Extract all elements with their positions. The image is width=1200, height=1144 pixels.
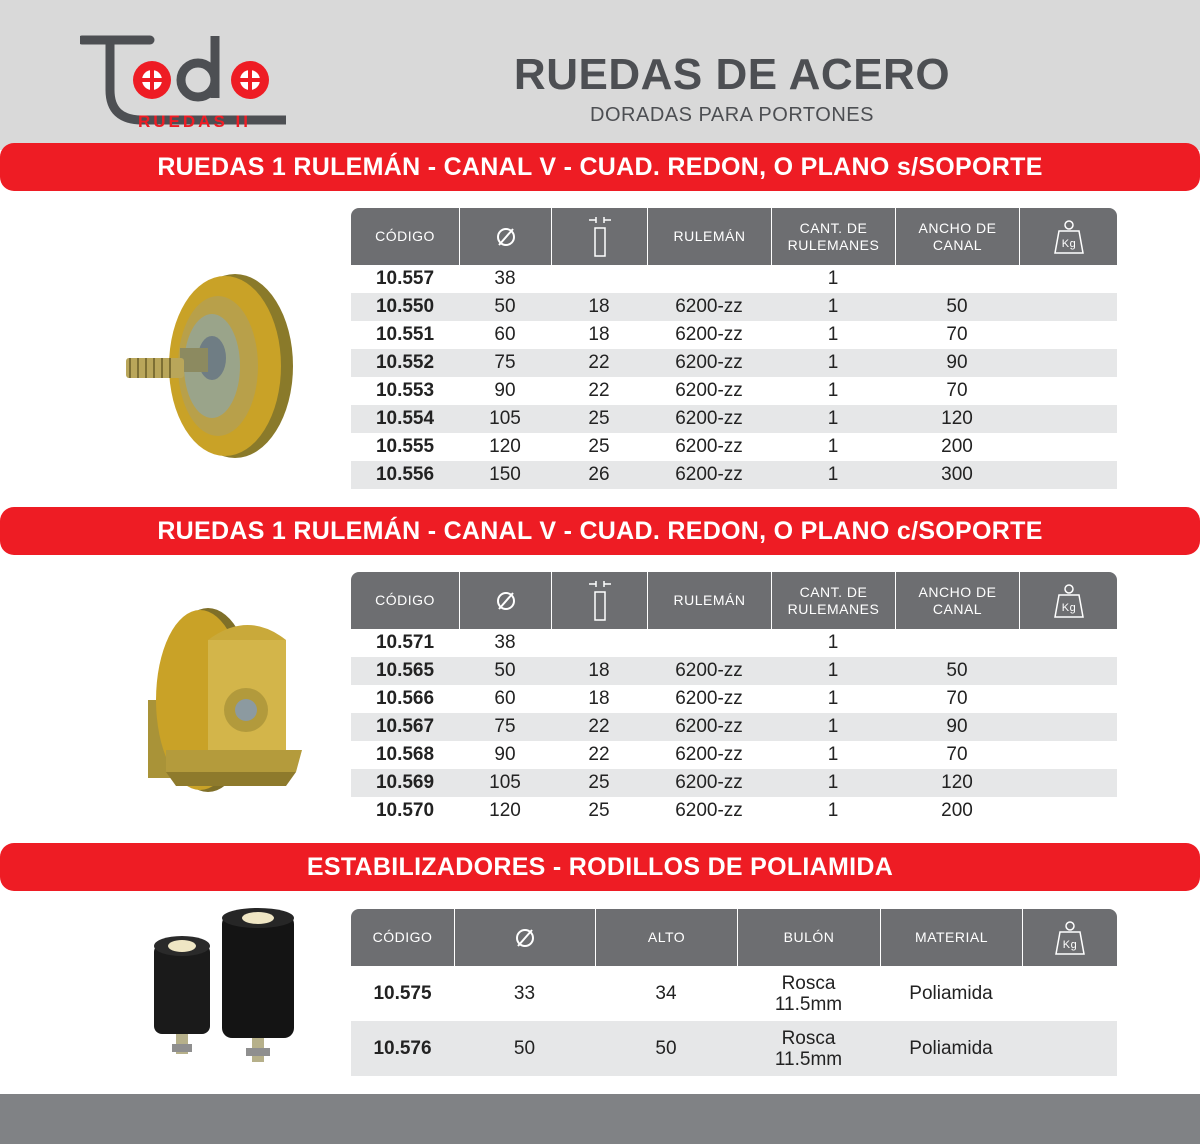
- cell-diametro: 120: [489, 800, 521, 821]
- roller-photo: [148, 908, 298, 1072]
- header-codigo: CÓDIGO: [375, 592, 435, 608]
- table-row: [351, 797, 1117, 825]
- cell-ancho-canal: 50: [946, 296, 968, 317]
- cell-kg: [1019, 405, 1117, 433]
- table-body: [351, 265, 1117, 489]
- cell-bulon: Rosca 11.5mm: [774, 972, 843, 1015]
- cell-ruleman: 6200-zz: [675, 660, 743, 681]
- cell-cant: 1: [827, 324, 839, 345]
- table-row: [351, 461, 1117, 489]
- cell-codigo: 10.554: [375, 408, 435, 429]
- cell-cant: 1: [827, 352, 839, 373]
- table-row: [351, 321, 1117, 349]
- header-cant-rulemanes: CANT. DE RULEMANES: [771, 572, 895, 629]
- cell-ruleman: 6200-zz: [675, 716, 743, 737]
- cell-kg: [1019, 685, 1117, 713]
- cell-kg: [1019, 797, 1117, 825]
- cell-kg: [1019, 349, 1117, 377]
- cell-kg: [1019, 769, 1117, 797]
- weight-icon: [1022, 909, 1117, 966]
- table-row: [351, 966, 1117, 1021]
- cell-diametro: 90: [494, 744, 516, 765]
- cell-ancho: 26: [588, 464, 610, 485]
- cell-diametro: 75: [494, 352, 516, 373]
- cell-diametro: 105: [489, 772, 521, 793]
- cell-diametro: 150: [489, 464, 521, 485]
- cell-ruleman: [647, 265, 771, 293]
- page-header: [0, 0, 1200, 150]
- cell-codigo: 10.569: [375, 772, 435, 793]
- wheel-photo-con-soporte: [136, 600, 306, 800]
- cell-diametro: 38: [494, 632, 516, 653]
- cell-ancho-canal: 90: [946, 716, 968, 737]
- cell-ancho-canal: 50: [946, 660, 968, 681]
- cell-kg: [1019, 321, 1117, 349]
- cell-ancho: 18: [588, 688, 610, 709]
- cell-ancho-canal: 70: [946, 744, 968, 765]
- header-ancho-canal: ANCHO DE CANAL: [895, 572, 1019, 629]
- table-row: [351, 349, 1117, 377]
- cell-ancho: 22: [588, 380, 610, 401]
- table-con-soporte: [351, 572, 1117, 825]
- cell-cant: 1: [827, 744, 839, 765]
- cell-diametro: 38: [494, 268, 516, 289]
- diameter-icon: [454, 909, 595, 966]
- cell-codigo: 10.570: [375, 800, 435, 821]
- cell-kg: [1019, 433, 1117, 461]
- cell-ancho-canal: 70: [946, 380, 968, 401]
- cell-diametro: 33: [513, 983, 536, 1004]
- section-title-con-soporte: RUEDAS 1 RULEMÁN - CANAL V - CUAD. REDON, O PLANO c/SOPORTE: [0, 507, 1200, 555]
- table-row: [351, 265, 1117, 293]
- cell-ruleman: 6200-zz: [675, 800, 743, 821]
- cell-bulon: Rosca 11.5mm: [774, 1027, 843, 1070]
- cell-cant: 1: [827, 464, 839, 485]
- section-title-sin-soporte: RUEDAS 1 RULEMÁN - CANAL V - CUAD. REDON, O PLANO s/SOPORTE: [0, 143, 1200, 191]
- table-header: [351, 208, 1117, 265]
- cell-cant: 1: [827, 800, 839, 821]
- cell-diametro: 75: [494, 716, 516, 737]
- cell-ancho: 18: [588, 660, 610, 681]
- svg-text:Kg: Kg: [1062, 938, 1078, 951]
- table-row: [351, 377, 1117, 405]
- cell-kg: [1019, 629, 1117, 657]
- wheel-photo-sin-soporte: [120, 268, 300, 468]
- table-row: [351, 713, 1117, 741]
- header-codigo: CÓDIGO: [375, 228, 435, 244]
- section-title-estabilizadores: ESTABILIZADORES - RODILLOS DE POLIAMIDA: [0, 843, 1200, 891]
- cell-ancho-canal: 70: [946, 324, 968, 345]
- cell-codigo: 10.551: [375, 324, 435, 345]
- todo-ruedas-logo: [80, 28, 290, 128]
- cell-diametro: 90: [494, 380, 516, 401]
- cell-diametro: 60: [494, 324, 516, 345]
- table-row: [351, 1021, 1117, 1076]
- cell-kg: [1019, 713, 1117, 741]
- cell-codigo: 10.550: [375, 296, 435, 317]
- cell-ancho: 25: [588, 408, 610, 429]
- cell-ruleman: 6200-zz: [675, 352, 743, 373]
- table-row: [351, 741, 1117, 769]
- cell-ancho: 22: [588, 716, 610, 737]
- table-header: [351, 909, 1117, 966]
- cell-ruleman: 6200-zz: [675, 744, 743, 765]
- cell-ancho: 25: [588, 800, 610, 821]
- cell-ancho-canal: 200: [941, 436, 973, 457]
- svg-text:Kg: Kg: [1061, 237, 1076, 250]
- cell-codigo: 10.571: [375, 632, 435, 653]
- cell-codigo: 10.552: [375, 352, 435, 373]
- table-row: [351, 629, 1117, 657]
- cell-ruleman: 6200-zz: [675, 688, 743, 709]
- cell-cant: 1: [827, 632, 839, 653]
- cell-ancho: 25: [588, 436, 610, 457]
- header-cant-rulemanes: CANT. DE RULEMANES: [771, 208, 895, 265]
- header-bulon: BULÓN: [737, 909, 880, 966]
- cell-ancho-canal: 90: [946, 352, 968, 373]
- cell-kg: [1019, 461, 1117, 489]
- cell-ancho: 22: [588, 744, 610, 765]
- cell-kg: [1022, 1021, 1117, 1076]
- table-estabilizadores: [351, 909, 1117, 1076]
- cell-cant: 1: [827, 380, 839, 401]
- table-row: [351, 293, 1117, 321]
- cell-codigo: 10.553: [375, 380, 435, 401]
- svg-text:RUEDAS II: RUEDAS II: [138, 112, 251, 128]
- cell-codigo: 10.556: [375, 464, 435, 485]
- cell-ruleman: [647, 629, 771, 657]
- cell-kg: [1019, 741, 1117, 769]
- cell-ruleman: 6200-zz: [675, 436, 743, 457]
- cell-codigo: 10.575: [373, 983, 432, 1004]
- cell-ruleman: 6200-zz: [675, 324, 743, 345]
- table-sin-soporte: [351, 208, 1117, 489]
- cell-ancho-canal: 120: [941, 408, 973, 429]
- width-icon: [551, 572, 647, 629]
- cell-codigo: 10.565: [375, 660, 435, 681]
- cell-codigo: 10.555: [375, 436, 435, 457]
- cell-alto: 50: [655, 1038, 677, 1059]
- cell-cant: 1: [827, 436, 839, 457]
- cell-ancho-canal: 300: [941, 464, 973, 485]
- cell-diametro: 50: [494, 296, 516, 317]
- cell-kg: [1022, 966, 1117, 1021]
- cell-codigo: 10.568: [375, 744, 435, 765]
- header-material: MATERIAL: [880, 909, 1022, 966]
- cell-material: Poliamida: [909, 1038, 993, 1059]
- cell-ancho-canal: 70: [946, 688, 968, 709]
- table-row: [351, 405, 1117, 433]
- table-row: [351, 433, 1117, 461]
- cell-diametro: 60: [494, 688, 516, 709]
- cell-cant: 1: [827, 660, 839, 681]
- cell-diametro: 50: [513, 1038, 536, 1059]
- cell-ancho-canal: 200: [941, 800, 973, 821]
- page-title: RUEDAS DE ACERO: [513, 50, 951, 99]
- cell-kg: [1019, 293, 1117, 321]
- cell-ancho: [551, 265, 647, 293]
- cell-diametro: 120: [489, 436, 521, 457]
- table-body: [351, 966, 1117, 1076]
- cell-kg: [1019, 657, 1117, 685]
- cell-ancho: 18: [588, 296, 610, 317]
- cell-cant: 1: [827, 408, 839, 429]
- header-alto: ALTO: [595, 909, 737, 966]
- weight-icon: [1019, 572, 1117, 629]
- cell-ancho-canal: [895, 265, 1019, 293]
- header-rulemen: RULEMÁN: [647, 208, 771, 265]
- svg-text:Kg: Kg: [1061, 601, 1076, 614]
- cell-ruleman: 6200-zz: [675, 464, 743, 485]
- cell-cant: 1: [827, 716, 839, 737]
- cell-kg: [1019, 377, 1117, 405]
- page-subtitle: DORADAS PARA PORTONES: [590, 104, 874, 126]
- table-body: [351, 629, 1117, 825]
- cell-material: Poliamida: [909, 983, 993, 1004]
- header-ancho-canal: ANCHO DE CANAL: [895, 208, 1019, 265]
- table-header: [351, 572, 1117, 629]
- cell-ancho: 25: [588, 772, 610, 793]
- cell-ancho-canal: [895, 629, 1019, 657]
- cell-cant: 1: [827, 772, 839, 793]
- table-row: [351, 657, 1117, 685]
- table-row: [351, 685, 1117, 713]
- width-icon: [551, 208, 647, 265]
- cell-ancho: [551, 629, 647, 657]
- cell-diametro: 105: [489, 408, 521, 429]
- cell-cant: 1: [827, 296, 839, 317]
- cell-diametro: 50: [494, 660, 516, 681]
- header-rulemen: RULEMÁN: [647, 572, 771, 629]
- cell-ancho: 18: [588, 324, 610, 345]
- diameter-icon: [459, 572, 551, 629]
- weight-icon: [1019, 208, 1117, 265]
- diameter-icon: [459, 208, 551, 265]
- cell-alto: 34: [655, 983, 677, 1004]
- cell-codigo: 10.567: [375, 716, 435, 737]
- table-row: [351, 769, 1117, 797]
- page-footer: [0, 1094, 1200, 1144]
- cell-ruleman: 6200-zz: [675, 380, 743, 401]
- cell-ruleman: 6200-zz: [675, 772, 743, 793]
- cell-cant: 1: [827, 268, 839, 289]
- cell-codigo: 10.557: [375, 268, 435, 289]
- cell-ancho-canal: 120: [941, 772, 973, 793]
- cell-ruleman: 6200-zz: [675, 296, 743, 317]
- header-codigo: CÓDIGO: [372, 929, 433, 945]
- cell-cant: 1: [827, 688, 839, 709]
- cell-codigo: 10.566: [375, 688, 435, 709]
- cell-kg: [1019, 265, 1117, 293]
- cell-codigo: 10.576: [373, 1038, 432, 1059]
- cell-ancho: 22: [588, 352, 610, 373]
- cell-ruleman: 6200-zz: [675, 408, 743, 429]
